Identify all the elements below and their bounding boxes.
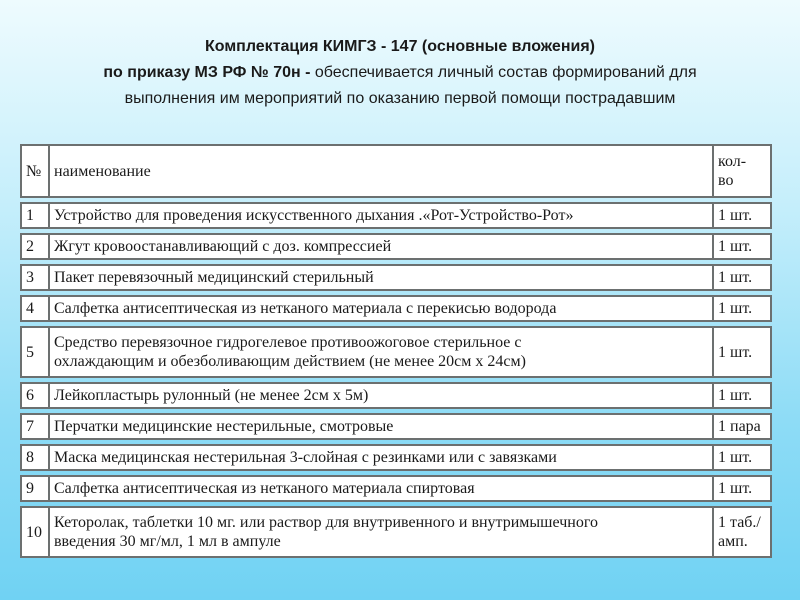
row-name-line2: введения 30 мг/мл, 1 мл в ампуле xyxy=(54,533,281,550)
row-qty: 1 шт. xyxy=(712,202,772,229)
row-name: Устройство для проведения искусственного дыхания .«Рот-Устройство-Рот» xyxy=(48,202,712,229)
row-name xyxy=(48,506,712,558)
row-qty-line1: 1 таб./ xyxy=(718,514,761,531)
row-name-line2: охлаждающим и обезболивающим действием (не менее 20см х 24см) xyxy=(54,353,526,370)
title-line-2-bold: по приказу МЗ РФ № 70н - xyxy=(103,64,311,81)
table-row xyxy=(20,295,772,322)
row-name: Салфетка антисептическая из нетканого материала с перекисью водорода xyxy=(48,295,712,322)
header-qty xyxy=(712,144,772,198)
row-name-line1: Средство перевязочное гидрогелевое противоожоговое стерильное с xyxy=(54,334,522,351)
table-row xyxy=(20,413,772,440)
row-qty-line2: амп. xyxy=(718,533,748,550)
row-qty: 1 шт. xyxy=(712,382,772,409)
row-qty: 1 шт. xyxy=(712,475,772,502)
row-num: 3 xyxy=(20,264,48,291)
table-row xyxy=(20,264,772,291)
row-qty: 1 шт. xyxy=(712,233,772,260)
title-line-3: выполнения им мероприятий по оказанию первой помощи пострадавшим xyxy=(124,90,676,107)
title-line-2-rest: обеспечивается личный состав формирований для xyxy=(310,64,697,81)
row-num: 10 xyxy=(20,506,48,558)
equipment-table xyxy=(20,140,772,562)
table-row xyxy=(20,382,772,409)
row-name: Салфетка антисептическая из нетканого материала спиртовая xyxy=(48,475,712,502)
row-num: 8 xyxy=(20,444,48,471)
row-qty: 1 шт. xyxy=(712,444,772,471)
row-num: 7 xyxy=(20,413,48,440)
row-num: 6 xyxy=(20,382,48,409)
row-name: Пакет перевязочный медицинский стерильный xyxy=(48,264,712,291)
title-line-1: Комплектация КИМГЗ - 147 (основные вложения) xyxy=(205,38,595,55)
row-num: 5 xyxy=(20,326,48,378)
row-name: Маска медицинская нестерильная 3-слойная с резинками или с завязками xyxy=(48,444,712,471)
row-num: 1 xyxy=(20,202,48,229)
row-num: 9 xyxy=(20,475,48,502)
row-name: Жгут кровоостанавливающий с доз. компрессией xyxy=(48,233,712,260)
header-num: № xyxy=(20,144,48,198)
table-row xyxy=(20,202,772,229)
header-qty-line2: во xyxy=(718,172,734,189)
row-qty: 1 шт. xyxy=(712,295,772,322)
row-qty: 1 пара xyxy=(712,413,772,440)
table-row xyxy=(20,233,772,260)
row-name-line1: Кеторолак, таблетки 10 мг. или раствор для внутривенного и внутримышечного xyxy=(54,514,598,531)
table-row xyxy=(20,506,772,558)
row-name xyxy=(48,326,712,378)
title-line-2 xyxy=(0,60,800,86)
table-row xyxy=(20,475,772,502)
row-num: 2 xyxy=(20,233,48,260)
row-qty: 1 шт. xyxy=(712,264,772,291)
slide-title xyxy=(0,34,800,112)
header-name: наименование xyxy=(48,144,712,198)
table-header-row xyxy=(20,144,772,198)
row-name: Лейкопластырь рулонный (не менее 2см х 5м) xyxy=(48,382,712,409)
table-row xyxy=(20,444,772,471)
row-qty xyxy=(712,506,772,558)
row-num: 4 xyxy=(20,295,48,322)
row-name: Перчатки медицинские нестерильные, смотровые xyxy=(48,413,712,440)
header-qty-line1: кол- xyxy=(718,153,747,170)
table-row xyxy=(20,326,772,378)
row-qty: 1 шт. xyxy=(712,326,772,378)
